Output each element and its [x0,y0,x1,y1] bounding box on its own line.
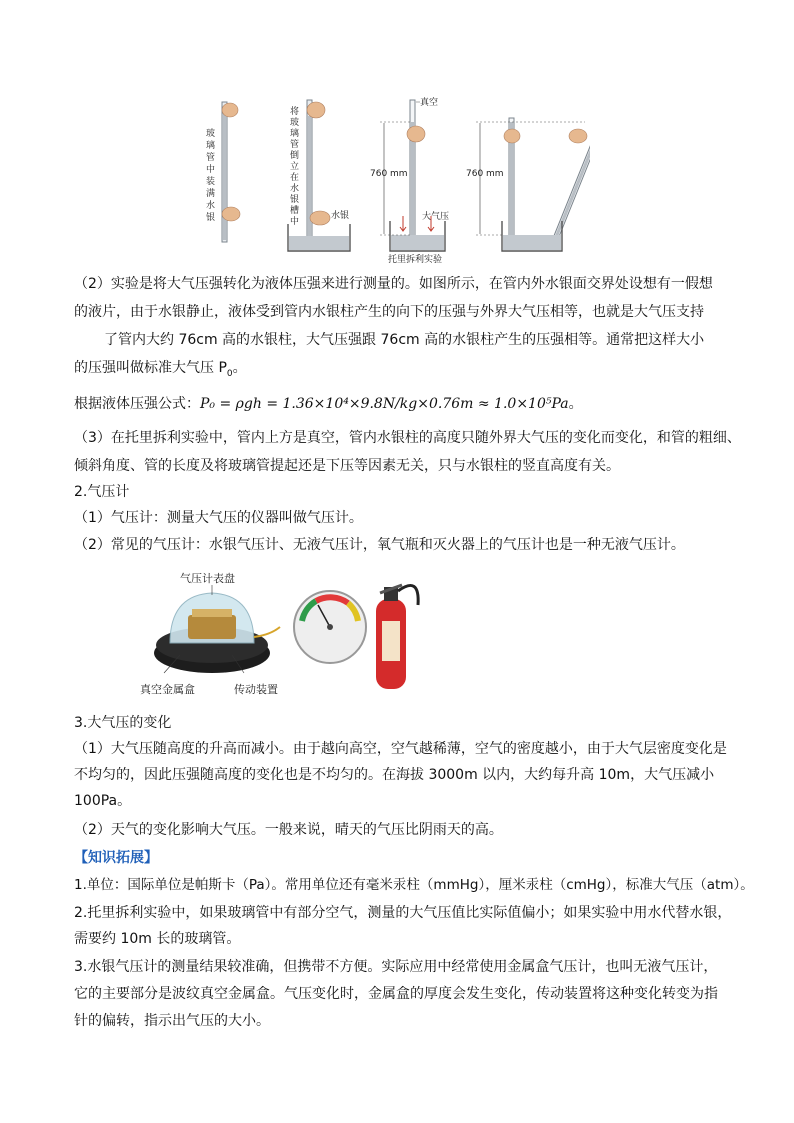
paragraph-2-line-4 [74,358,247,384]
ext-line-1: 1.单位：国际单位是帕斯卡（Pa）。常用单位还有毫米汞柱（mmHg），厘米汞柱（cmHg），标准大气压（atm）。 [74,877,754,893]
aneroid-barometer [140,571,280,696]
hand-icon [222,103,238,117]
vertical-label-char: 装 [206,177,216,187]
vertical-label-char: 管 [290,140,300,150]
vacuum-label: 真空 [420,98,439,108]
standard-pressure-text: 的压强叫做标准大气压 P [74,360,227,376]
panel-tube-filled [222,102,240,242]
figure-caption: 托里拆利实验 [388,255,443,265]
paragraph-2-line-2: 的液片，由于水银静止，液体受到管内水银柱产生的向下的压强与外界大气压相等，也就是大气压支持 [74,304,704,320]
vertical-label-char: 水 [290,184,300,194]
pressure-formula: P₀ = ρgh = 1.36×10⁴×9.8N/kg×0.76m ≈ 1.0×10⁵Pa [200,396,569,412]
paragraph-2-line-1: （2）实验是将大气压强转化为液体压强来进行测量的。如图所示，在管内外水银面交界处设想有一假想 [74,276,713,292]
ext-line-3: 需要约 10m 长的玻璃管。 [74,931,241,947]
formula-line [74,394,583,414]
hand-icon [307,102,325,118]
barometer-definition: （1）气压计：测量大气压的仪器叫做气压计。 [74,510,363,526]
vertical-label-char: 中 [290,217,300,227]
extinguisher-gauge [294,591,366,663]
knowledge-extension-title: 【知识拓展】 [74,850,158,866]
atm-pressure-label: 大气压 [422,212,450,222]
down-arrow-icon [400,216,406,231]
dial-label: 气压计表盘 [180,572,235,585]
vertical-label-char: 将 [290,107,300,117]
section3-line-3: 100Pa。 [74,793,132,809]
paragraph-3-line-1: （3）在托里拆利实验中，管内上方是真空，管内水银柱的高度只随外界大气压的变化而变化，和管的粗细、 [74,430,741,446]
vertical-label-char: 璃 [290,129,300,139]
heading-barometer: 2.气压计 [74,484,130,500]
panel-tube-vertical [370,96,449,265]
vertical-label-char: 银 [206,213,216,223]
ext-line-6: 针的偏转，指示出气压的大小。 [74,1013,270,1029]
vacuum-box-label: 真空金属盒 [140,683,195,696]
ext-line-5: 它的主要部分是波纹真空金属盒。气压变化时，金属盒的厚度会发生变化，传动装置将这种变化转变为指 [74,986,718,1002]
height-760-label: 760 mm [466,169,504,179]
heading-pressure-change: 3.大气压的变化 [74,715,172,731]
ext-line-4: 3.水银气压计的测量结果较准确，但携带不方便。实际应用中经常使用金属盒气压计，也叫无液气压计， [74,959,718,975]
torricelli-figure [200,96,590,266]
formula-end: 。 [568,396,583,412]
section3-line-1: （1）大气压随高度的升高而减小。由于越向高空，空气越稀薄，空气的密度越小，由于大气层密度变化是 [74,741,727,757]
drive-label: 传动装置 [234,683,278,696]
height-760-label: 760 mm [370,169,408,179]
hand-icon [407,126,425,142]
hand-icon [504,129,520,143]
vertical-label-char: 满 [206,189,216,199]
section3-line-4: （2）天气的变化影响大气压。一般来说，晴天的气压比阴雨天的高。 [74,822,503,838]
vertical-label-char: 玻 [290,118,300,128]
vertical-label-char: 璃 [206,141,216,151]
hand-icon [310,211,330,225]
subscript-zero: 0 [226,368,233,379]
paragraph-3-line-2: 倾斜角度、管的长度及将玻璃管提起还是下压等因素无关，只与水银柱的竖直高度有关。 [74,458,620,474]
vertical-label-char: 管 [206,153,216,163]
vertical-label-char: 立 [290,162,300,172]
vertical-label-char: 在 [290,173,300,183]
formula-prefix: 根据液体压强公式： [74,396,200,412]
period: 。 [232,360,247,376]
panel-tube-tilted [466,112,590,251]
vertical-label-char: 水 [206,201,216,211]
vertical-label-char: 中 [206,165,216,175]
section3-line-2: 不均匀的，因此压强随高度的变化也是不均匀的。在海拔 3000m 以内，大约每升高 10m，大气压减小 [74,767,715,783]
hand-icon [569,129,587,143]
mercury-label: 水银 [331,211,350,221]
vertical-label-char: 银 [290,195,300,205]
ext-line-2: 2.托里拆利实验中，如果玻璃管中有部分空气，测量的大气压值比实际值偏小；如果实验中用水代替水银， [74,905,732,921]
fire-extinguisher [376,585,418,689]
barometer-types: （2）常见的气压计：水银气压计、无液气压计，氧气瓶和灭火器上的气压计也是一种无液气压计。 [74,537,685,553]
vacuum-box [188,615,236,639]
vertical-label-char: 倒 [290,151,300,161]
tube-inverted-label [290,105,299,227]
hand-icon [222,207,240,221]
tube-filled-label [206,127,215,223]
vertical-label-char: 玻 [206,129,216,139]
vertical-label-char: 槽 [290,206,300,216]
paragraph-2-line-3: 了管内大约 76cm 高的水银柱，大气压强跟 76cm 高的水银柱产生的压强相等。通常把这样大小 [104,332,705,348]
barometer-figure [140,565,430,705]
